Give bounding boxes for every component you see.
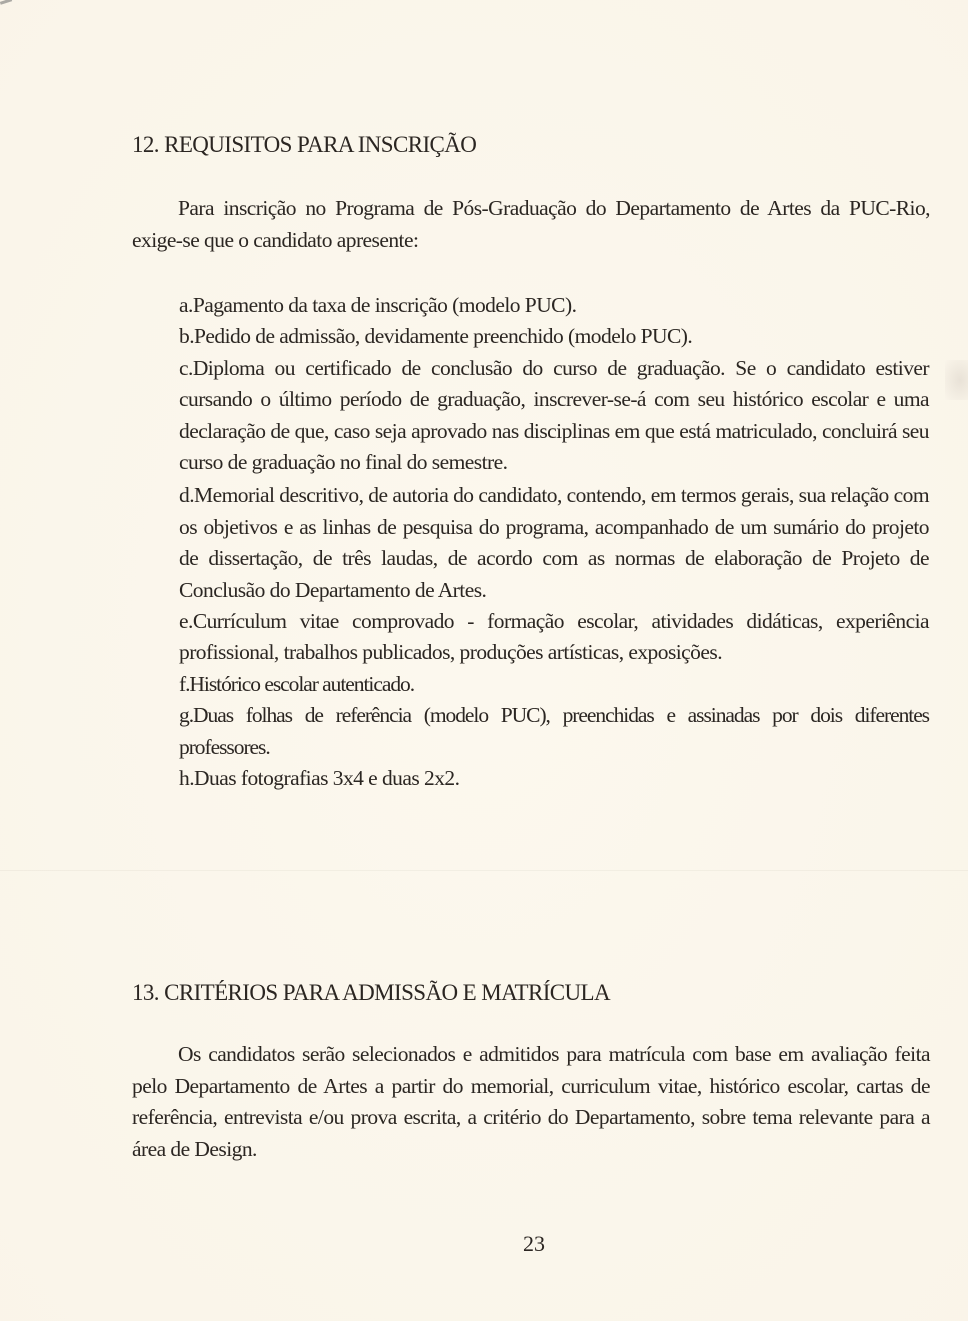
requirement-item-b: b.Pedido de admissão, devidamente preenchido (modelo PUC).: [179, 324, 693, 349]
paper-smudge: [945, 360, 968, 400]
requirement-item-h: h.Duas fotografias 3x4 e duas 2x2.: [179, 766, 460, 791]
section-12-heading: 12. REQUISITOS PARA INSCRIÇÃO: [132, 132, 477, 157]
page-number: 23: [523, 1231, 545, 1256]
requirement-item-c: c.Diploma ou certificado de conclusão do curso de graduação. Se o candidato estiver cursando o último período de graduação, inscrever-se-á com seu histórico escolar e uma declaração de que, caso seja aprovado nas disciplinas em que está matriculado, concluirá seu curso de graduação no final do semestre.: [179, 355, 929, 475]
section-13-body: Os candidatos serão selecionados e admitidos para matrícula com base em avaliação feita pelo Departamento de Artes a partir do memorial, curriculum vitae, histórico escolar, cartas de referência, entrevista e/ou prova escrita, a critério do Departamento, sobre tema relevante para a área de Design.: [132, 1042, 930, 1161]
requirement-item-e: e.Currículum vitae comprovado - formação escolar, atividades didáticas, experiência profissional, trabalhos publicados, produções artísticas, exposições.: [179, 609, 929, 665]
section-13-heading: 13. CRITÉRIOS PARA ADMISSÃO E MATRÍCULA: [132, 980, 610, 1005]
section-12-intro: Para inscrição no Programa de Pós-Graduação do Departamento de Artes da PUC-Rio, exige-se que o candidato apresente:: [132, 196, 930, 252]
requirement-item-a: a.Pagamento da taxa de inscrição (modelo PUC).: [179, 293, 577, 317]
requirements-list: [179, 290, 929, 795]
paper-fold: [0, 870, 968, 871]
requirement-item-d: d.Memorial descritivo, de autoria do candidato, contendo, em termos gerais, sua relação com os objetivos e as linhas de pesquisa do programa, acompanhado de um sumário do projeto de dissertação, de três laudas, de acordo com as normas de elaboração de Projeto de Conclusão do Departamento de Artes.: [179, 483, 929, 602]
requirement-item-g: g.Duas folhas de referência (modelo PUC), preenchidas e assinadas por dois diferentes professores.: [179, 703, 929, 759]
edge-mark: [0, 0, 12, 5]
requirement-item-f: f.Histórico escolar autenticado.: [179, 671, 415, 696]
